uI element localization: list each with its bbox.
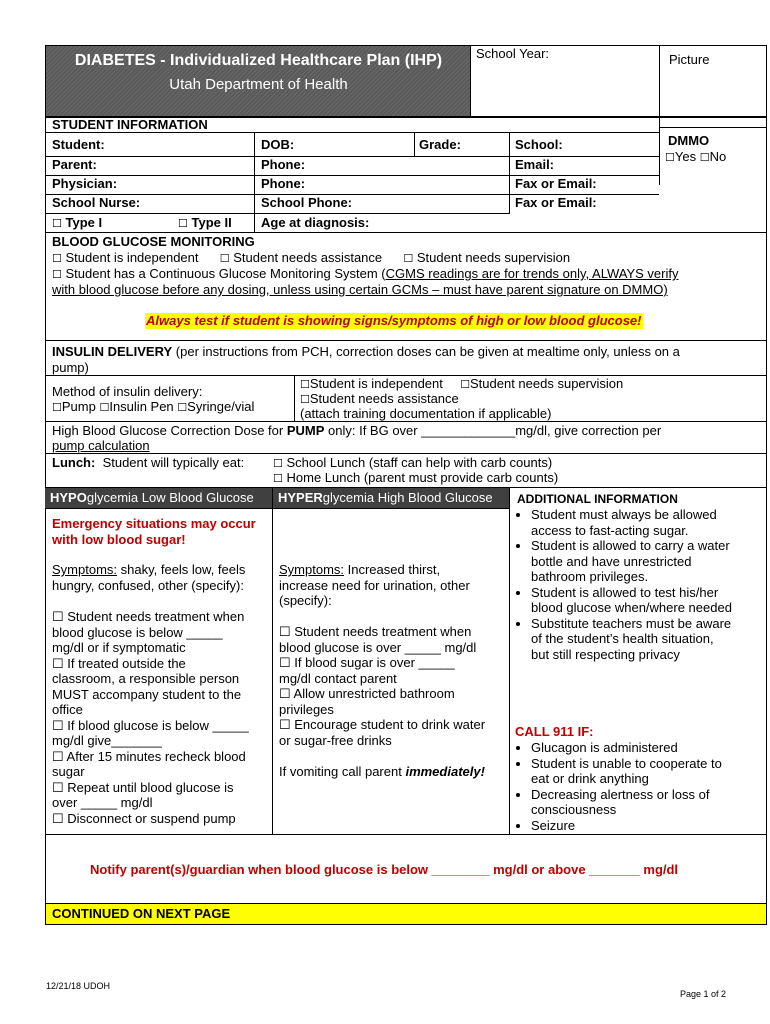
- hypo-line: blood glucose is below _____: [52, 624, 223, 640]
- home-lunch-label: Home Lunch (parent must provide carb counts): [286, 470, 559, 485]
- bgm-assistance-label: Student needs assistance: [233, 250, 383, 265]
- type2-option[interactable]: [178, 215, 232, 232]
- continued-label: CONTINUED ON NEXT PAGE: [52, 906, 231, 921]
- school-lunch-checkbox[interactable]: ☐: [273, 457, 283, 470]
- hypo-line: over _____ mg/dl: [52, 795, 153, 810]
- hypo-line: mg/dl give_______: [52, 733, 162, 748]
- insulin-attach-note: (attach training documentation if applicable): [300, 406, 552, 421]
- hypo-symptoms-text1: shaky, feels low, feels: [117, 562, 246, 577]
- age-diagnosis-field[interactable]: Age at diagnosis:: [261, 215, 370, 230]
- hypo-symptoms-line2: hungry, confused, other (specify):: [52, 578, 244, 593]
- additional-item: • Student must always be allowed access to fast-acting sugar.: [531, 507, 735, 538]
- email-field[interactable]: Email:: [515, 157, 555, 172]
- lunch-label: Lunch:: [52, 455, 96, 470]
- insulin-method-label: Method of insulin delivery:: [52, 384, 203, 399]
- cgms-option[interactable]: [52, 266, 678, 283]
- call-911-item: • Student is unable to cooperate to eat or drink anything: [531, 756, 735, 787]
- hyper-line: or sugar-free drinks: [279, 732, 392, 748]
- pump-label: Pump: [61, 399, 96, 414]
- syringe-label: Syringe/vial: [187, 399, 255, 414]
- hypo-line: office: [52, 702, 83, 717]
- school-lunch-label: School Lunch (staff can help with carb counts): [286, 455, 553, 470]
- hypo-line: mg/dl or if symptomatic: [52, 640, 186, 655]
- hyper-line[interactable]: ☐ Student needs treatment when: [279, 624, 472, 639]
- grade-field[interactable]: Grade:: [419, 137, 461, 152]
- school-year-label: School Year:: [476, 46, 550, 61]
- hypo-line: classroom, a responsible person: [52, 671, 240, 686]
- home-lunch-option: [273, 470, 558, 487]
- hyper-line: blood glucose is over _____ mg/dl: [279, 639, 477, 655]
- insulin-independent-checkbox[interactable]: ☐: [300, 378, 310, 391]
- hypo-header-bold: HYPO: [50, 490, 87, 505]
- pen-label: Insulin Pen: [109, 399, 174, 414]
- footer-date: 12/21/18 UDOH: [46, 981, 111, 991]
- hypo-instructions: [52, 609, 270, 826]
- additional-item: • Substitute teachers must be aware of the student’s health situation, but still respecting privacy: [531, 616, 735, 663]
- additional-item: • Student is allowed to test his/her blood glucose when/where needed: [531, 585, 735, 616]
- form-title: DIABETES - Individualized Healthcare Plan (IHP): [74, 52, 443, 69]
- hyper-header: [273, 487, 509, 508]
- hyper-symptoms-line2: increase need for urination, other: [279, 578, 470, 593]
- additional-info-list: [513, 507, 735, 662]
- school-field[interactable]: School:: [515, 137, 563, 152]
- call-911-item: • Glucagon is administered: [531, 740, 735, 756]
- vomiting-note-text: If vomiting call parent: [279, 764, 406, 779]
- call-911-item: • Decreasing alertness or loss of consciousness: [531, 787, 735, 818]
- notify-parent-line: Notify parent(s)/guardian when blood glucose is below ________ mg/dl or above _______ mg/dl: [90, 862, 679, 877]
- school-nurse-field[interactable]: School Nurse:: [52, 195, 141, 210]
- hypo-line[interactable]: ☐ After 15 minutes recheck blood: [52, 748, 246, 764]
- hyper-line: mg/dl contact parent: [279, 670, 397, 686]
- hypo-header-rest: glycemia Low Blood Glucose: [86, 490, 254, 505]
- hyper-line[interactable]: ☐ Allow unrestricted bathroom: [279, 686, 455, 701]
- lunch-row: [52, 455, 244, 471]
- vomiting-note-emphasis: immediately!: [405, 764, 485, 779]
- emergency-warning-1: Emergency situations may occur: [52, 516, 256, 531]
- lunch-text: Student will typically eat:: [102, 455, 245, 470]
- hyper-line[interactable]: ☐ If blood sugar is over _____: [279, 655, 455, 670]
- hyper-symptoms-text1: Increased thirst,: [344, 562, 441, 577]
- type2-label: Type II: [191, 215, 232, 230]
- correction-dose-line2: pump calculation: [52, 438, 150, 453]
- continued-banner: [46, 904, 766, 924]
- insulin-supervision-label: Student needs supervision: [470, 376, 624, 391]
- home-lunch-checkbox[interactable]: ☐: [273, 472, 283, 485]
- bgm-supervision-label: Student needs supervision: [416, 250, 571, 265]
- insulin-note-line1: (per instructions from PCH, correction doses can be given at mealtime only, unless on a: [175, 344, 680, 359]
- bgm-section-label: BLOOD GLUCOSE MONITORING: [52, 234, 255, 249]
- physician-phone-field[interactable]: Phone:: [261, 176, 306, 191]
- type1-option[interactable]: [52, 215, 102, 232]
- dmmo-no-checkbox[interactable]: ☐: [699, 151, 710, 164]
- cgms-note-line2: with blood glucose before any dosing, unless using certain GCMs – must have parent signature on DMMO): [52, 282, 668, 297]
- school-phone-field[interactable]: School Phone:: [261, 195, 352, 210]
- always-test-warning: Always test if student is showing signs/symptoms of high or low blood glucose!: [146, 313, 642, 328]
- hyper-instructions: [279, 624, 507, 748]
- insulin-independent-label: Student is independent: [309, 376, 443, 391]
- cgms-label: Student has a Continuous Glucose Monitoring System (: [65, 266, 386, 281]
- hypo-line: MUST accompany student to the: [52, 686, 242, 702]
- hypo-header: [45, 487, 272, 508]
- insulin-supervision-checkbox[interactable]: ☐: [460, 378, 470, 391]
- hypo-line[interactable]: ☐ If treated outside the: [52, 655, 186, 671]
- student-field[interactable]: Student:: [52, 137, 105, 152]
- hypo-line[interactable]: ☐ Repeat until blood glucose is: [52, 779, 234, 795]
- dmmo-yes-checkbox[interactable]: ☐: [665, 151, 675, 164]
- syringe-checkbox[interactable]: ☐: [177, 401, 188, 414]
- cgms-note-line1: CGMS readings are for trends only, ALWAYS verify: [385, 266, 679, 281]
- additional-item: • Student is allowed to carry a water bottle and have unrestricted bathroom privileges.: [531, 538, 735, 585]
- insulin-method-options: [52, 399, 254, 416]
- hypo-symptoms-label: Symptoms:: [52, 562, 118, 577]
- correction-dose-line1: [52, 423, 661, 439]
- parent-field[interactable]: Parent:: [52, 157, 97, 172]
- hyper-header-bold: HYPER: [278, 490, 323, 505]
- hypo-symptoms-line1: [52, 562, 245, 578]
- nurse-fax-field[interactable]: Fax or Email:: [515, 195, 597, 210]
- dmmo-options: [665, 149, 726, 166]
- dmmo-yes-label: Yes: [674, 149, 697, 164]
- emergency-warning-2: with low blood sugar!: [52, 532, 186, 547]
- bgm-supervision-checkbox[interactable]: ☐: [403, 252, 414, 265]
- bgm-assistance-checkbox[interactable]: ☐: [219, 252, 230, 265]
- physician-fax-field[interactable]: Fax or Email:: [515, 176, 597, 191]
- insulin-assistance-checkbox[interactable]: ☐: [300, 393, 310, 406]
- hyper-header-rest: glycemia High Blood Glucose: [322, 490, 493, 505]
- hypo-line[interactable]: ☐ If blood glucose is below _____: [52, 717, 249, 733]
- type2-checkbox[interactable]: ☐: [178, 217, 188, 230]
- call-911-list: [513, 740, 735, 833]
- hypo-line[interactable]: ☐ Student needs treatment when: [52, 609, 245, 624]
- correction-text-b: only: If BG over _____________mg/dl, give correction per: [324, 423, 662, 438]
- insulin-assistance-label: Student needs assistance: [309, 391, 459, 406]
- hypo-line: sugar: [52, 764, 85, 779]
- correction-text-a: High Blood Glucose Correction Dose for: [52, 423, 287, 438]
- dmmo-no-label: No: [709, 149, 727, 164]
- picture-label: Picture: [669, 52, 710, 67]
- hyper-line: privileges: [279, 701, 334, 717]
- correction-pump: PUMP: [286, 423, 325, 438]
- hyper-symptoms-line3: (specify):: [279, 593, 332, 608]
- bgm-options-row: [52, 250, 570, 267]
- footer-page: Page 1 of 2: [680, 989, 727, 999]
- dmmo-label: DMMO: [668, 133, 710, 148]
- call-911-item: • Seizure: [531, 818, 735, 834]
- insulin-header: [52, 344, 680, 360]
- dob-field[interactable]: DOB:: [261, 137, 295, 152]
- parent-phone-field[interactable]: Phone:: [261, 157, 306, 172]
- bgm-independent-label: Student is independent: [65, 250, 199, 265]
- additional-info-header: ADDITIONAL INFORMATION: [517, 492, 678, 506]
- hypo-line[interactable]: ☐ Disconnect or suspend pump: [52, 810, 236, 826]
- hyper-symptoms-label: Symptoms:: [279, 562, 345, 577]
- student-info-section-label: STUDENT INFORMATION: [52, 117, 208, 132]
- type1-checkbox[interactable]: ☐: [52, 217, 62, 230]
- insulin-label: INSULIN DELIVERY: [52, 344, 173, 359]
- bgm-independent-checkbox[interactable]: ☐: [52, 252, 62, 265]
- form-subtitle: Utah Department of Health: [169, 76, 348, 93]
- cgms-checkbox[interactable]: ☐: [52, 268, 62, 281]
- pen-checkbox[interactable]: ☐: [99, 401, 110, 414]
- vomiting-note: [279, 764, 485, 780]
- pump-checkbox[interactable]: ☐: [52, 401, 62, 414]
- insulin-note-line2: pump): [52, 360, 89, 375]
- call-911-label: CALL 911 IF:: [515, 724, 594, 739]
- physician-field[interactable]: Physician:: [52, 176, 118, 191]
- hyper-symptoms-line1: [279, 562, 440, 578]
- type1-label: Type I: [65, 215, 103, 230]
- hyper-line[interactable]: ☐ Encourage student to drink water: [279, 717, 486, 732]
